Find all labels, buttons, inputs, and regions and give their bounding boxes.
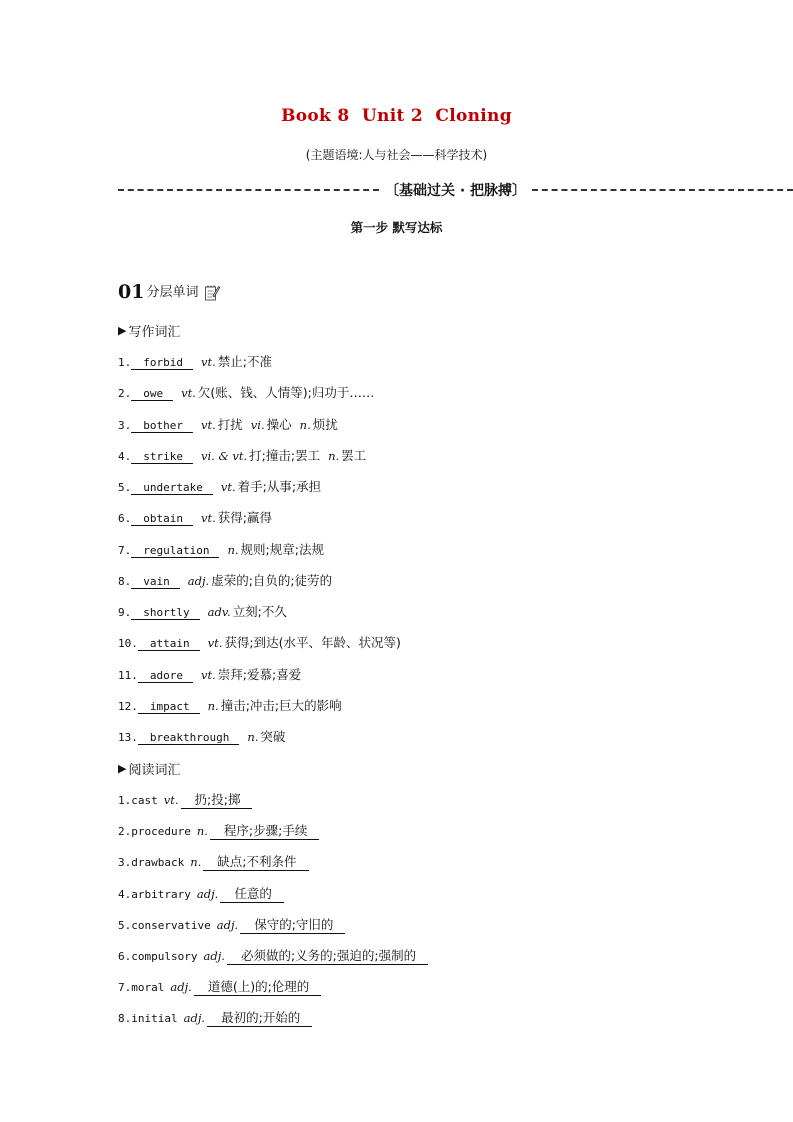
writing-vocab-label: 写作词汇 — [128, 325, 181, 340]
vocab-row — [118, 946, 428, 965]
theme-context: (主题语境:人与社会——科学技术) — [305, 148, 488, 162]
answer-blank: 任意的 — [220, 884, 284, 903]
part-of-speech: vt. — [163, 793, 179, 807]
banner-divider-right — [532, 189, 793, 191]
part-of-speech: n. — [328, 448, 340, 463]
answer-blank: 缺点;不利条件 — [203, 852, 308, 871]
vocab-row — [118, 571, 332, 589]
answer-blank: impact — [138, 700, 200, 714]
item-number: 6. — [118, 950, 132, 963]
vocab-row — [118, 415, 338, 433]
section-banner — [118, 179, 793, 201]
vocab-row — [118, 540, 324, 558]
answer-blank: 扔;投;掷 — [181, 790, 253, 809]
answer-blank: undertake — [131, 481, 213, 495]
item-number: 3. — [118, 418, 132, 432]
triangle-bullet-icon: ▶ — [118, 324, 127, 337]
meaning-text: 虚荣的;自负的;徒劳的 — [211, 572, 333, 588]
answer-blank: adore — [138, 669, 193, 683]
answer-blank: 程序;步骤;手续 — [210, 821, 319, 840]
answer-blank: 保守的;守旧的 — [240, 915, 345, 934]
answer-blank: obtain — [131, 512, 193, 526]
part-of-speech: vi. & vt. — [201, 448, 248, 463]
answer-blank: regulation — [131, 544, 219, 558]
meaning-text: 操心 — [266, 416, 292, 432]
banner-divider-left — [118, 189, 379, 191]
meaning-text: 烦扰 — [312, 416, 338, 432]
item-number: 8. — [118, 574, 132, 588]
item-number: 1. — [118, 356, 132, 369]
answer-blank: 道德(上)的;伦理的 — [194, 977, 321, 996]
part-of-speech: adj. — [196, 886, 219, 901]
answer-blank: owe — [131, 387, 173, 401]
item-number: 5. — [118, 918, 132, 932]
answer-blank: shortly — [131, 606, 199, 620]
item-number: 12. — [118, 699, 138, 713]
meaning-text: 打;撞击;罢工 — [249, 447, 321, 463]
step-heading: 第一步 默写达标 — [350, 220, 443, 235]
part-of-speech: vt. — [207, 636, 223, 651]
section-label: 分层单词 — [146, 285, 199, 300]
part-of-speech: vi. — [250, 417, 265, 432]
part-of-speech: vt. — [181, 386, 196, 401]
item-number: 7. — [118, 981, 132, 995]
pencil-notepad-icon — [204, 284, 220, 302]
answer-blank: vain — [131, 575, 180, 589]
reading-vocab-label: 阅读词汇 — [128, 763, 181, 778]
vocab-word: arbitrary — [131, 887, 191, 901]
meaning-text: 禁止;不准 — [217, 354, 272, 369]
meaning-text: 欠(账、钱、人情等);归功于…… — [197, 385, 375, 401]
part-of-speech: vt. — [201, 355, 216, 369]
item-number: 3. — [118, 856, 132, 870]
answer-blank: forbid — [131, 356, 193, 370]
part-of-speech: adj. — [187, 573, 210, 588]
section-number: 01 — [118, 281, 145, 303]
vocab-row — [118, 977, 321, 996]
vocab-word: initial — [131, 1012, 178, 1026]
item-number: 1. — [118, 794, 132, 807]
part-of-speech: adj. — [170, 980, 192, 995]
part-of-speech: vt. — [201, 667, 216, 682]
part-of-speech: adj. — [216, 917, 239, 932]
item-number: 2. — [118, 825, 132, 839]
vocab-row — [118, 790, 252, 809]
item-number: 13. — [118, 731, 138, 744]
item-number: 6. — [118, 512, 132, 526]
part-of-speech: n. — [299, 417, 311, 432]
item-number: 5. — [118, 481, 132, 494]
part-of-speech: n. — [247, 730, 259, 744]
part-of-speech: adv. — [207, 605, 231, 619]
banner-label: 〔基础过关 · 把脉搏〕 — [384, 183, 527, 199]
vocab-word: cast — [131, 794, 158, 807]
item-number: 11. — [118, 668, 138, 682]
vocab-row — [118, 884, 284, 903]
vocab-word: conservative — [131, 918, 211, 932]
vocab-row — [118, 665, 301, 683]
page-title: Book 8 Unit 2 Cloning — [281, 106, 512, 126]
vocab-row — [118, 446, 366, 464]
answer-blank: bother — [131, 419, 193, 433]
vocab-word: moral — [131, 981, 165, 995]
reading-vocab-heading — [118, 759, 180, 778]
part-of-speech: adj. — [183, 1011, 206, 1026]
answer-blank: 最初的;开始的 — [207, 1008, 312, 1027]
meaning-text: 撞击;冲击;巨大的影响 — [220, 697, 342, 713]
answer-blank: attain — [138, 637, 200, 651]
meaning-text: 打扰 — [217, 416, 243, 432]
meaning-text: 规则;规章;法规 — [240, 541, 324, 557]
meaning-text: 立刻;不久 — [232, 604, 287, 619]
meaning-text: 着手;从事;承担 — [237, 479, 322, 494]
item-number: 7. — [118, 543, 132, 557]
vocab-row — [118, 821, 319, 840]
vocab-row — [118, 852, 309, 871]
item-number: 2. — [118, 387, 132, 401]
meaning-text: 获得;到达(水平、年龄、状况等) — [224, 635, 401, 651]
vocab-row — [118, 352, 272, 370]
part-of-speech: vt. — [201, 511, 216, 526]
answer-blank: breakthrough — [138, 731, 239, 745]
meaning-text: 罢工 — [341, 447, 367, 463]
vocab-row — [118, 477, 321, 495]
part-of-speech: n. — [190, 855, 202, 870]
vocab-row — [118, 383, 374, 401]
vocab-row — [118, 602, 287, 620]
part-of-speech: adj. — [203, 949, 225, 963]
item-number: 4. — [118, 449, 132, 463]
answer-blank: strike — [131, 450, 193, 464]
part-of-speech: n. — [207, 698, 219, 713]
part-of-speech: n. — [196, 824, 208, 839]
item-number: 10. — [118, 637, 138, 651]
vocab-row — [118, 696, 342, 714]
vocab-row — [118, 727, 285, 745]
meaning-text: 崇拜;爱慕;喜爱 — [217, 666, 302, 682]
vocab-word: drawback — [131, 856, 185, 870]
meaning-text: 获得;赢得 — [217, 510, 272, 526]
answer-blank: 必须做的;义务的;强迫的;强制的 — [227, 946, 428, 965]
writing-vocab-heading — [118, 321, 180, 340]
triangle-bullet-icon: ▶ — [118, 762, 127, 775]
part-of-speech: vt. — [201, 417, 216, 432]
vocab-row — [118, 633, 401, 651]
vocab-word: compulsory — [131, 950, 198, 963]
section-heading — [118, 282, 220, 302]
vocab-word: procedure — [131, 825, 191, 839]
part-of-speech: n. — [227, 542, 239, 557]
vocab-row — [118, 508, 272, 526]
item-number: 4. — [118, 887, 132, 901]
item-number: 8. — [118, 1012, 132, 1026]
part-of-speech: vt. — [220, 480, 236, 494]
vocab-row — [118, 915, 345, 934]
meaning-text: 突破 — [260, 729, 286, 744]
item-number: 9. — [118, 606, 132, 619]
vocab-row — [118, 1008, 312, 1027]
